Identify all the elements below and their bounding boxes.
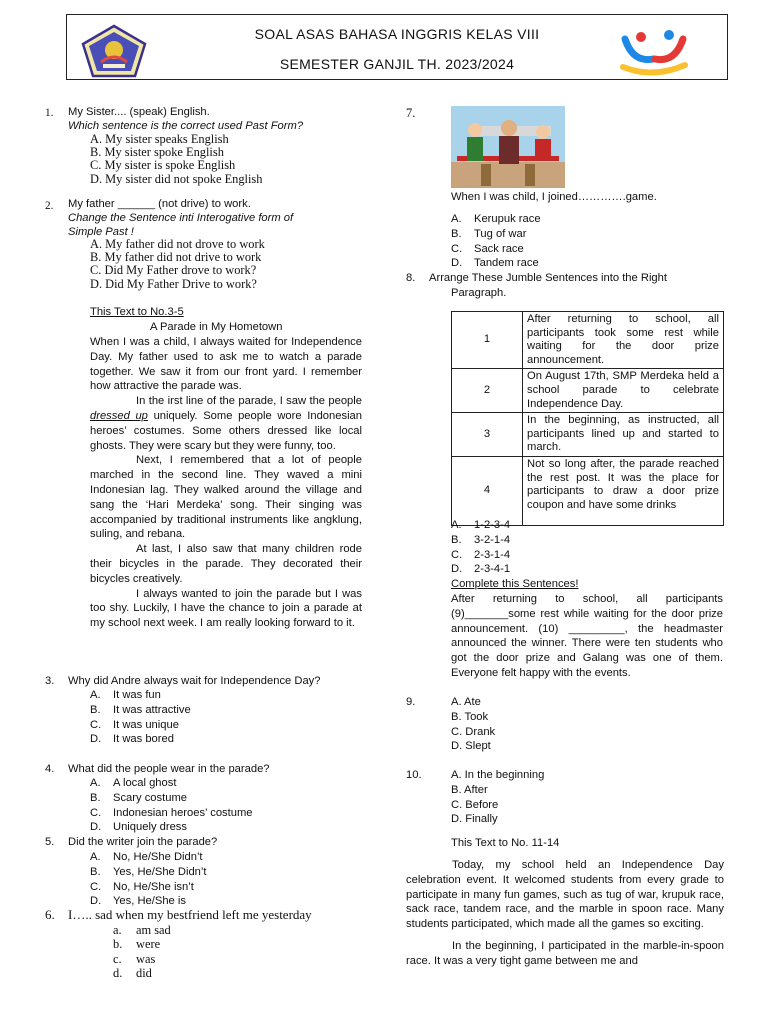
q6-options <box>136 923 171 980</box>
q3-options <box>113 688 191 747</box>
q7-letter-a: A. <box>451 213 462 225</box>
q3-option-d[interactable]: It was bored <box>113 733 174 746</box>
text-11-14-paragraph-1: Today, my school held an Independence Day celebration event. It welcomed students from every grade to participate in many fun games, such as tug of war, krupuk race, sack race, tandem race, and the marble in spoon race. Many students participated, which made all the games so exciting. <box>406 859 724 931</box>
q3-option-a[interactable]: It was fun <box>113 689 161 701</box>
q2-number: 2. <box>45 200 54 212</box>
q8-letter-a: A. <box>451 519 462 531</box>
q6-stem: I….. sad when my bestfriend left me yesterday <box>68 907 312 922</box>
q1-stem: My Sister.... (speak) English. <box>68 106 210 118</box>
q5-option-d[interactable]: Yes, He/She is <box>113 895 186 908</box>
q5-letter-a: A. <box>90 851 101 863</box>
q3-letter-a: A. <box>90 689 101 701</box>
q7-option-a[interactable]: Kerupuk race <box>474 213 541 225</box>
q8-stem-line2: Paragraph. <box>451 287 507 299</box>
header-title: SOAL ASAS BAHASA INGGRIS KELAS VIII <box>254 26 540 42</box>
q7-options <box>474 212 541 271</box>
q6-letter-d: d. <box>113 965 123 980</box>
q6-letters <box>113 923 122 980</box>
q1-option-d[interactable]: D. My sister did not spoke English <box>90 171 263 186</box>
row-sentence: Not so long after, the parade reached the rest post. It was the place for participants to draw a door prize coupon and have some drinks <box>523 456 724 525</box>
q3-option-b[interactable]: It was attractive <box>113 703 191 716</box>
q4-option-d[interactable]: Uniquely dress <box>113 821 187 834</box>
q10-option-c[interactable]: C. Before <box>451 798 499 811</box>
emphasized-phrase: dressed up <box>90 409 148 422</box>
q4-letters <box>90 776 101 835</box>
q7-letters <box>451 212 462 271</box>
q8-options <box>474 518 510 577</box>
q5-number: 5. <box>45 836 55 848</box>
q8-letter-d: D. <box>451 563 463 576</box>
q7-option-c[interactable]: Sack race <box>474 242 524 255</box>
q5-option-a[interactable]: No, He/She Didn’t <box>113 851 203 863</box>
text-3-5-body <box>90 335 362 631</box>
q7-letter-d: D. <box>451 257 463 270</box>
document-header <box>66 14 728 80</box>
text-11-14-body <box>406 858 724 969</box>
q3-option-c[interactable]: It was unique <box>113 718 179 731</box>
q8-option-d[interactable]: 2-3-4-1 <box>474 563 511 576</box>
q8-number: 8. <box>406 272 416 284</box>
q5-option-c[interactable]: No, He/She isn’t <box>113 880 194 893</box>
complete-text: After returning to school, all participants (9)_______some rest while waiting for the door prize announcement. (10) _________, the headmaster announced the winner. There were ten students who got the door prize and Galang was one of them. Everyone felt happy with the events. <box>451 593 723 679</box>
row-sentence: On August 17th, SMP Merdeka held a school parade to celebrate Independence Day. <box>523 369 724 413</box>
q1-option-b[interactable]: B. My sister spoke English <box>90 145 224 160</box>
q4-stem: What did the people wear in the parade? <box>68 763 270 775</box>
q7-letter-c: C. <box>451 242 463 255</box>
q10-options <box>451 768 544 827</box>
q8-letter-c: C. <box>451 548 463 561</box>
q10-number: 10. <box>406 769 422 781</box>
q2-option-a[interactable]: A. My father did not drove to work <box>90 237 265 251</box>
q5-options <box>113 850 207 909</box>
q5-letters <box>90 850 101 909</box>
q5-letter-d: D. <box>90 895 102 908</box>
q1-option-a[interactable]: A. My sister speaks English <box>90 132 229 146</box>
jumbled-sentences-table <box>451 311 724 526</box>
q3-letter-d: D. <box>90 733 102 746</box>
q2-instruction-line1: Change the Sentence inti Interogative form of <box>68 212 294 224</box>
q5-option-b[interactable]: Yes, He/She Didn’t <box>113 865 207 878</box>
q6-option-c[interactable]: was <box>136 951 156 966</box>
q3-letter-c: C. <box>90 718 102 731</box>
paragraph-2-start: In the irst line of the parade, I saw the people <box>136 395 362 408</box>
q5-letter-b: B. <box>90 865 101 878</box>
q9-option-d[interactable]: D. Slept <box>451 740 491 753</box>
q2-stem: My father ______ (not drive) to work. <box>68 198 251 210</box>
q3-stem: Why did Andre always wait for Independence Day? <box>68 675 321 687</box>
text-3-5-paragraph-1: When I was a child, I always waited for Independence Day. My father used to ask me to watch a parade together. We saw it from our front yard. I remember how attractive the parade was. <box>90 336 362 393</box>
row-number: 4 <box>452 456 523 525</box>
q4-options <box>113 776 253 835</box>
q1-option-c[interactable]: C. My sister is spoke English <box>90 158 236 173</box>
q8-option-b[interactable]: 3-2-1-4 <box>474 533 511 546</box>
q6-letter-b: b. <box>113 937 123 952</box>
row-number: 2 <box>452 369 523 413</box>
q7-number: 7. <box>406 106 416 120</box>
q8-option-c[interactable]: 2-3-1-4 <box>474 548 511 561</box>
q3-letters <box>90 688 101 747</box>
q10-option-d[interactable]: D. Finally <box>451 813 498 826</box>
q7-letter-b: B. <box>451 227 462 240</box>
text-3-5-title: A Parade in My Hometown <box>150 321 283 333</box>
table-row <box>452 312 724 369</box>
text-3-5-paragraph-5: I always wanted to join the parade but I was too shy. Luckily, I have the chance to join a parade at my school next week. I am really looking forward to it. <box>90 587 362 630</box>
row-sentence: In the beginning, as instructed, all participants lined up and started to march. <box>523 413 724 457</box>
q3-letter-b: B. <box>90 703 101 716</box>
q4-option-c[interactable]: Indonesian heroes’ costume <box>113 806 253 819</box>
kurikulum-merdeka-logo-icon <box>619 29 689 79</box>
text-11-14-intro: This Text to No. 11-14 <box>451 837 560 849</box>
q5-stem: Did the writer join the parade? <box>68 836 218 848</box>
q4-letter-d: D. <box>90 821 102 834</box>
q6-option-b[interactable]: were <box>136 937 161 952</box>
q7-option-b[interactable]: Tug of war <box>474 227 527 240</box>
q9-option-a[interactable]: A. Ate <box>451 696 481 708</box>
q6-letter-c: c. <box>113 951 122 966</box>
row-number: 1 <box>452 312 523 369</box>
header-semester: SEMESTER GANJIL TH. 2023/2024 <box>279 56 515 72</box>
q1-options <box>90 133 262 186</box>
q4-option-a[interactable]: A local ghost <box>113 777 177 789</box>
q9-option-c[interactable]: C. Drank <box>451 725 496 738</box>
q4-letter-c: C. <box>90 806 102 819</box>
q10-option-a[interactable]: A. In the beginning <box>451 769 545 781</box>
text-3-5-paragraph-2 <box>90 394 362 453</box>
q8-letters <box>451 518 462 577</box>
text-11-14-paragraph-2: In the beginning, I participated in the marble-in-spoon race. It was a very tight game between me and <box>406 939 724 967</box>
q4-letter-a: A. <box>90 777 101 789</box>
complete-title: Complete this Sentences! <box>451 578 579 590</box>
q2-option-d[interactable]: D. Did My Father Drive to work? <box>90 276 257 291</box>
q6-option-d[interactable]: did <box>136 965 152 980</box>
table-row <box>452 413 724 457</box>
q2-option-b[interactable]: B. My father did not drive to work <box>90 250 262 265</box>
q2-instruction-line2: Simple Past ! <box>68 226 134 238</box>
paragraph-2-end: uniquely. Some people wore Indonesian heroes’ costumes. Some others dressed like local ghosts. They were scary but they were funny, too. <box>90 409 362 452</box>
tug-of-war-illustration-icon <box>451 106 565 188</box>
q4-option-b[interactable]: Scary costume <box>113 791 187 804</box>
q5-letter-c: C. <box>90 880 102 893</box>
q9-option-b[interactable]: B. Took <box>451 710 489 723</box>
table-row <box>452 456 724 525</box>
row-number: 3 <box>452 413 523 457</box>
q6-number: 6. <box>45 907 55 922</box>
q6-letter-a: a. <box>113 923 122 937</box>
q3-number: 3. <box>45 675 55 687</box>
q7-stem: When I was child, I joined………….game. <box>451 191 657 203</box>
text-3-5-paragraph-3: Next, I remembered that a lot of people marched in the second line. They waved a mini Indonesian lag. They walked around the village and sang the ‘Hari Merdeka’ song. Their singing was accompanied by traditional instruments like angklung, suling, and rebana. <box>90 454 362 541</box>
q10-option-b[interactable]: B. After <box>451 783 488 796</box>
table-row <box>452 369 724 413</box>
text-3-5-intro: This Text to No.3-5 <box>90 306 184 318</box>
q4-number: 4. <box>45 763 55 775</box>
q8-option-a[interactable]: 1-2-3-4 <box>474 519 511 531</box>
q4-letter-b: B. <box>90 791 101 804</box>
row-sentence: After returning to school, all participants took some rest while waiting for the door prize announcement. <box>523 312 724 369</box>
q6-option-a[interactable]: am sad <box>136 923 171 937</box>
q8-letter-b: B. <box>451 533 462 546</box>
q9-number: 9. <box>406 696 416 708</box>
q8-stem-line1: Arrange These Jumble Sentences into the Right <box>429 272 667 284</box>
q9-options <box>451 695 495 754</box>
text-3-5-paragraph-4: At last, I also saw that many children rode their bicycles in the parade. They decorated their bicycles creatively. <box>90 543 362 585</box>
q1-number: 1. <box>45 107 54 119</box>
q7-option-d[interactable]: Tandem race <box>474 257 539 270</box>
q1-instruction: Which sentence is the correct used Past Form? <box>68 120 304 132</box>
q2-options <box>90 238 265 291</box>
q2-option-c[interactable]: C. Did My Father drove to work? <box>90 263 257 278</box>
